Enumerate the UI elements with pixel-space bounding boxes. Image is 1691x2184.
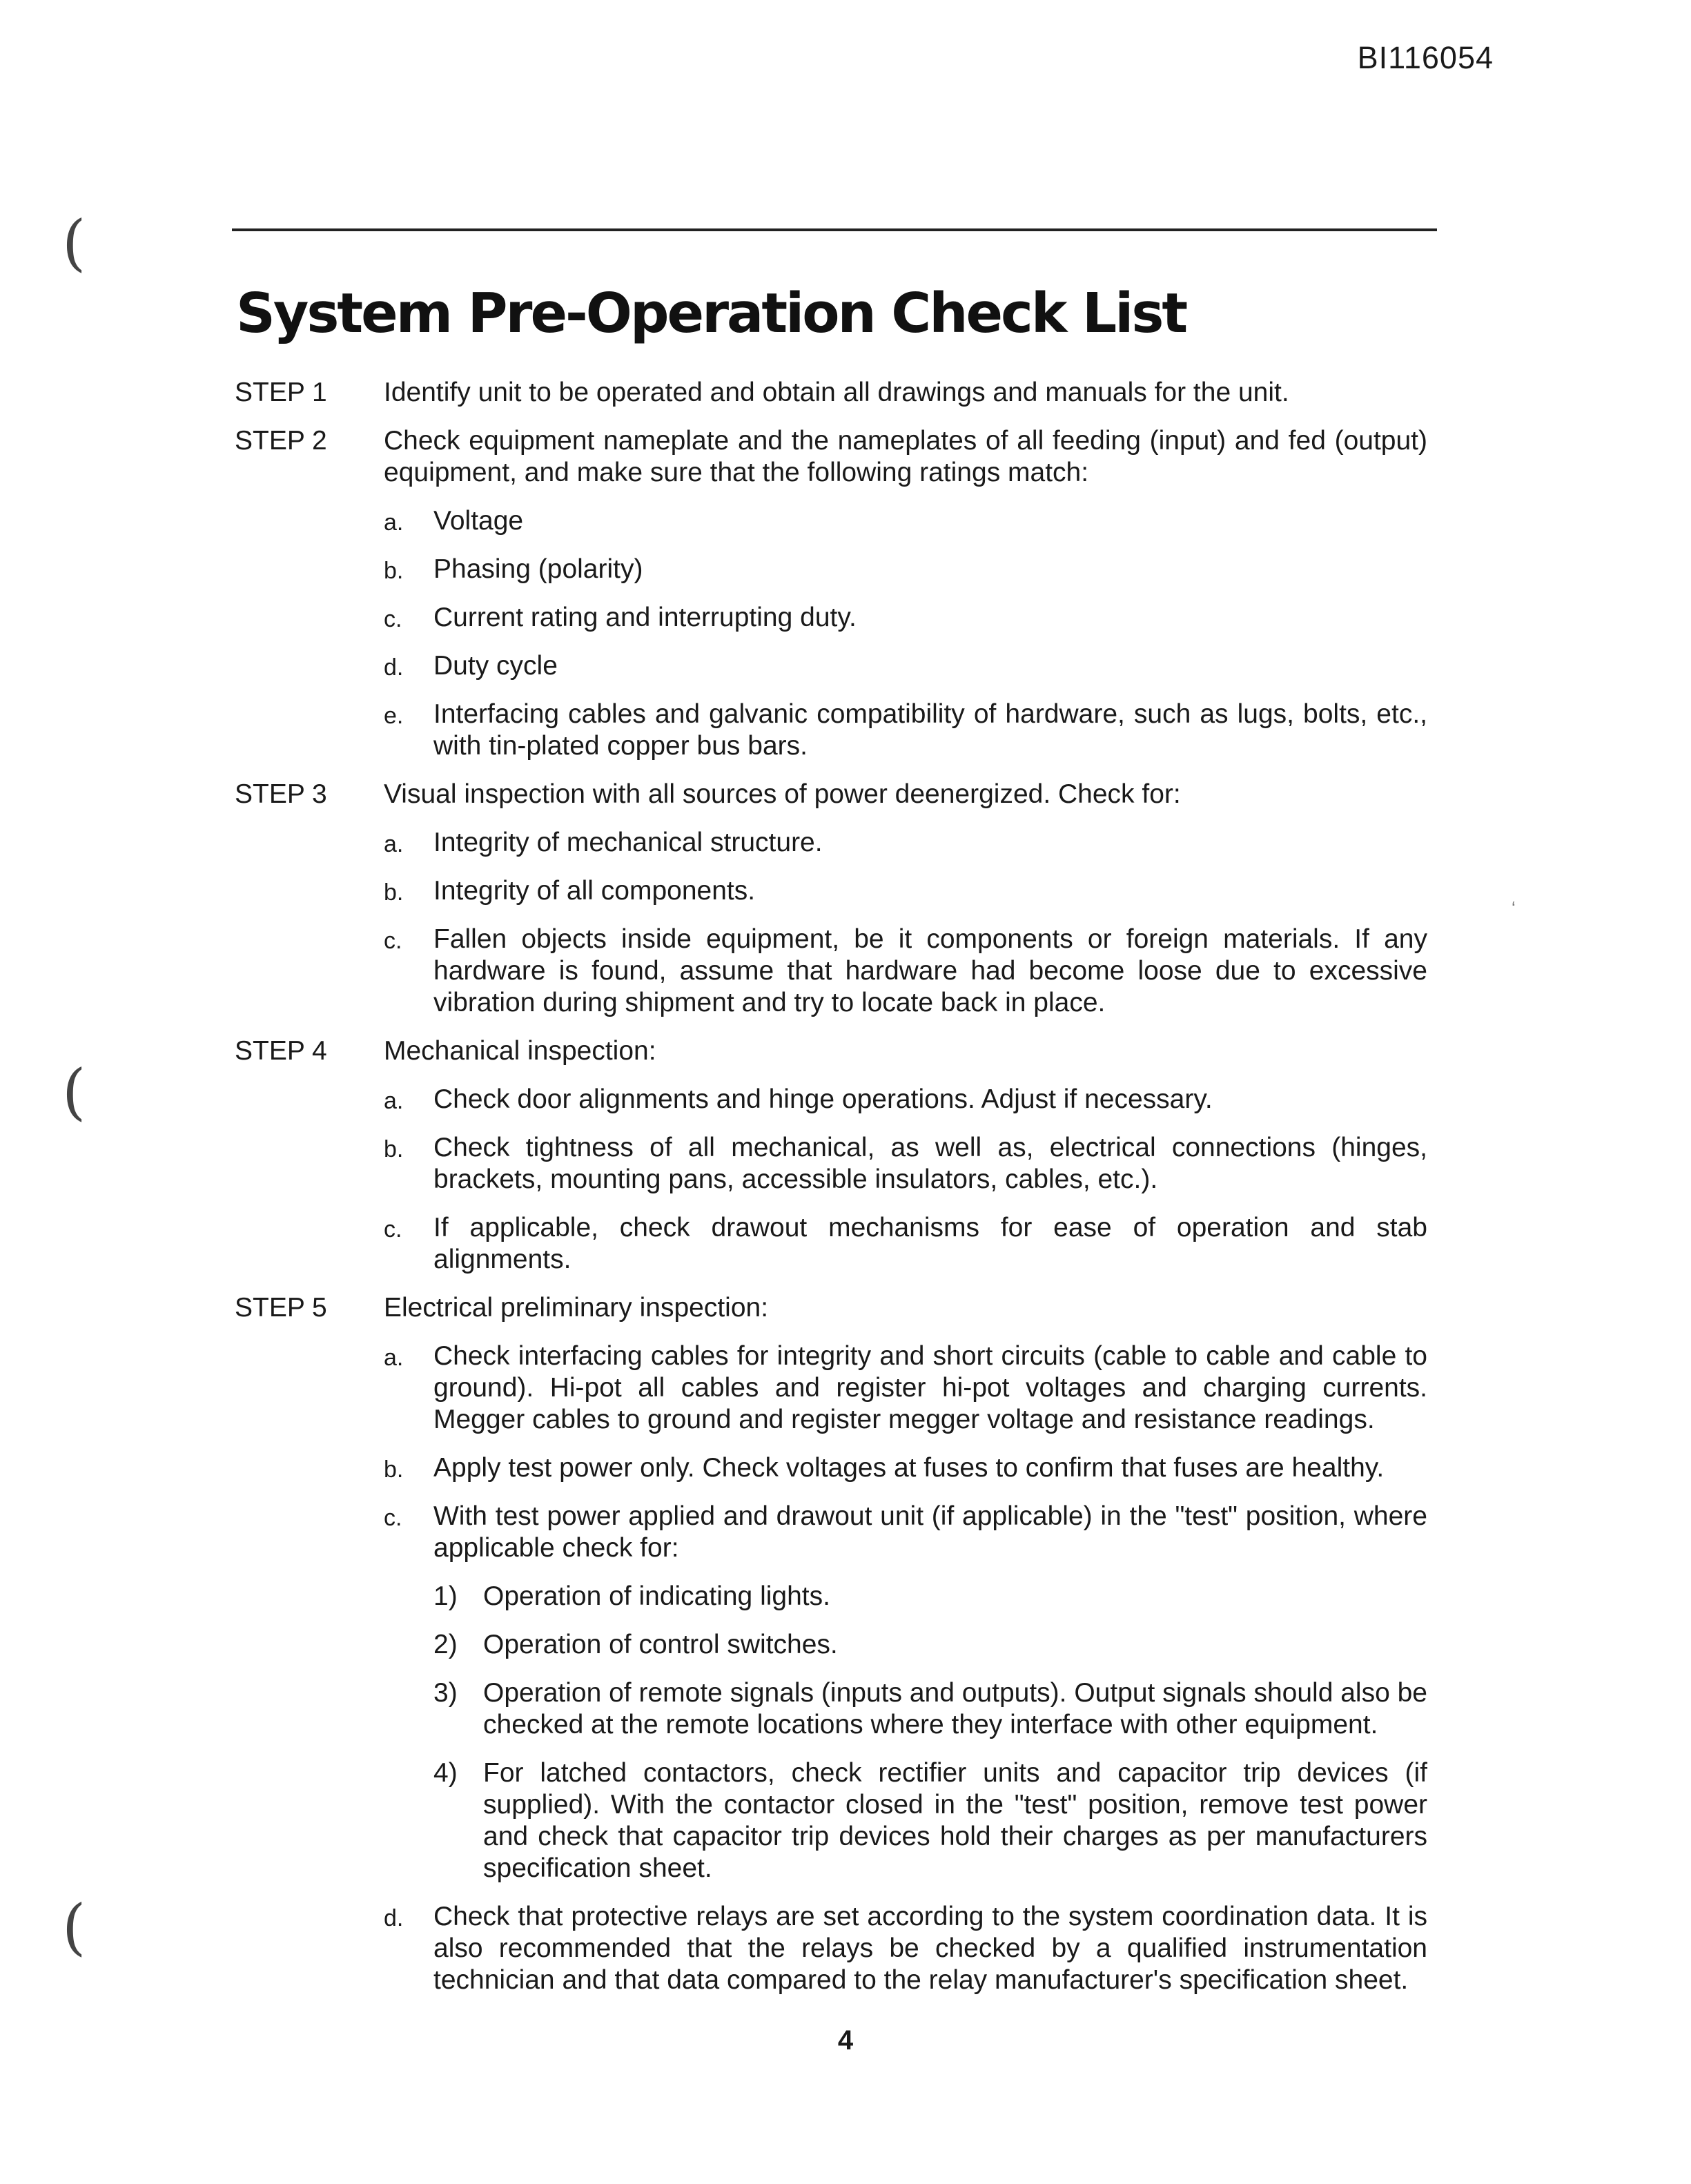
page-number: 4 <box>837 2025 854 2056</box>
sub-item-text: Check that protective relays are set according to the system coordination data. It is also recommended that the relays be checked by a qualified instrumentation technician and that data compared to the relay manufacturer's specification sheet. <box>433 1902 1427 1995</box>
sub-item-text: Integrity of all components. <box>433 876 756 906</box>
sub-item <box>384 602 1427 634</box>
sub-item-letter: b. <box>384 1456 404 1483</box>
sub-item-text: Duty cycle <box>433 651 558 681</box>
margin-binding-mark: ( <box>62 1891 86 1962</box>
step-text: Identify unit to be operated and obtain all drawings and manuals for the unit. <box>384 378 1289 407</box>
sub-item-letter: d. <box>384 1905 404 1931</box>
sub-item <box>384 554 1427 585</box>
step-text: Visual inspection with all sources of power deenergized. Check for: <box>384 779 1181 809</box>
step-label: STEP 2 <box>235 426 327 456</box>
sub-item-text: Check door alignments and hinge operations. Adjust if necessary. <box>433 1084 1213 1114</box>
checklist <box>232 377 1427 2013</box>
sub-item-text: Check interfacing cables for integrity and short circuits (cable to cable and cable to ground). Hi-pot all cables and register hi-pot voltages and charging currents. Megger cables to ground and register megger voltage and resistance readings. <box>433 1341 1427 1434</box>
sub-item <box>384 875 1427 907</box>
sub-item <box>384 1501 1427 1884</box>
page-title: System Pre-Operation Check List <box>236 282 1186 345</box>
numbered-item <box>433 1757 1427 1884</box>
sub-item-text: With test power applied and drawout unit (if applicable) in the "test" position, where applicable check for: <box>433 1501 1427 1563</box>
sub-item-letter: a. <box>384 1345 404 1371</box>
sub-item-text: Fallen objects inside equipment, be it components or foreign materials. If any hardware is found, assume that hardware had become loose due to excessive vibration during shipment and try to locate back in place. <box>433 924 1427 1017</box>
sub-item-text: Current rating and interrupting duty. <box>433 603 857 632</box>
document-id: BI116054 <box>1357 40 1494 75</box>
margin-binding-mark: ( <box>62 207 86 278</box>
step-label: STEP 3 <box>235 779 327 809</box>
sub-item-letter: c. <box>384 606 402 632</box>
numbered-item-text: Operation of control switches. <box>483 1630 838 1659</box>
sub-item-letter: c. <box>384 1216 402 1242</box>
sub-item-letter: b. <box>384 558 404 584</box>
sub-item <box>384 827 1427 859</box>
sub-item <box>384 1452 1427 1484</box>
numbered-item-number: 2) <box>433 1630 458 1659</box>
sub-item-letter: a. <box>384 509 404 536</box>
sub-item-letter: a. <box>384 831 404 857</box>
sub-item <box>384 1084 1427 1115</box>
sub-item-text: Check tightness of all mechanical, as well as, electrical connections (hinges, brackets, mounting pans, accessible insulators, cables, etc.). <box>433 1133 1427 1194</box>
sub-item-letter: c. <box>384 928 402 954</box>
sub-item <box>384 505 1427 537</box>
sub-item <box>384 1132 1427 1196</box>
sub-item-text: Phasing (polarity) <box>433 554 643 584</box>
numbered-item <box>433 1581 1427 1612</box>
sub-item-text: Voltage <box>433 506 524 536</box>
step-5 <box>232 1292 1427 1996</box>
sub-item-text: Integrity of mechanical structure. <box>433 828 823 857</box>
step-3 <box>232 779 1427 1019</box>
sub-item-letter: b. <box>384 1136 404 1162</box>
sub-item-text: Apply test power only. Check voltages at fuses to confirm that fuses are healthy. <box>433 1453 1385 1483</box>
numbered-item <box>433 1677 1427 1741</box>
sub-item-letter: b. <box>384 879 404 906</box>
step-text: Check equipment nameplate and the nameplates of all feeding (input) and fed (output) equipment, and make sure that the following ratings match: <box>384 426 1427 487</box>
numbered-item-text: Operation of remote signals (inputs and outputs). Output signals should also be checked at the remote locations where they interface with other equipment. <box>483 1678 1427 1739</box>
step-2 <box>232 425 1427 762</box>
step-label: STEP 5 <box>235 1293 327 1323</box>
numbered-item-number: 3) <box>433 1678 458 1708</box>
step-1 <box>232 377 1427 409</box>
sub-item-letter: d. <box>384 654 404 681</box>
sub-item <box>384 1901 1427 1996</box>
step-text: Mechanical inspection: <box>384 1036 656 1066</box>
numbered-item-number: 4) <box>433 1758 458 1788</box>
step-text: Electrical preliminary inspection: <box>384 1293 769 1323</box>
sub-item <box>384 650 1427 682</box>
numbered-item-number: 1) <box>433 1581 458 1611</box>
sub-item <box>384 1340 1427 1436</box>
sub-item-text: If applicable, check drawout mechanisms for ease of operation and stab alignments. <box>433 1213 1427 1274</box>
step-label: STEP 1 <box>235 378 327 407</box>
sub-item <box>384 924 1427 1019</box>
sub-item-letter: a. <box>384 1088 404 1114</box>
margin-binding-mark: ( <box>62 1056 86 1127</box>
sub-item <box>384 699 1427 762</box>
numbered-item-text: For latched contactors, check rectifier units and capacitor trip devices (if supplied). With the contactor closed in the "test" position, remove test power and check that capacitor trip devices hold their charges as per manufacturers specification sheet. <box>483 1758 1427 1883</box>
sub-item-text: Interfacing cables and galvanic compatibility of hardware, such as lugs, bolts, etc., with tin-plated copper bus bars. <box>433 699 1427 761</box>
sub-item <box>384 1212 1427 1276</box>
sub-item-letter: e. <box>384 703 404 729</box>
step-label: STEP 4 <box>235 1036 327 1066</box>
scan-speck: ‘ <box>1512 897 1516 918</box>
sub-item-letter: c. <box>384 1505 402 1531</box>
numbered-item <box>433 1629 1427 1661</box>
step-4 <box>232 1035 1427 1276</box>
numbered-item-text: Operation of indicating lights. <box>483 1581 830 1611</box>
header-rule <box>232 228 1437 231</box>
